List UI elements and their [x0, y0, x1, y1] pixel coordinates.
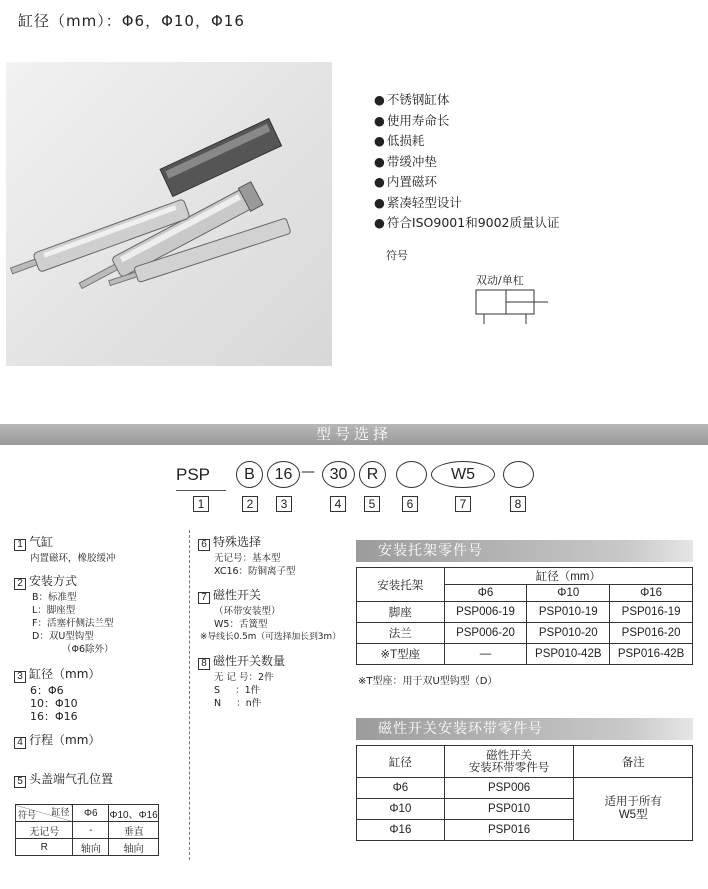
section-number: 1 [14, 539, 26, 551]
feature-item: ● 不锈钢缸体 [374, 90, 560, 111]
section-port [14, 770, 113, 789]
table-header: 缸径 [357, 746, 445, 778]
table-cell: 法兰 [357, 623, 445, 644]
table-cell: Φ16 [357, 820, 445, 841]
section-cylinder [14, 533, 116, 565]
code-number: 5 [364, 496, 380, 512]
feature-item: ● 符合ISO9001和9002质量认证 [374, 213, 560, 234]
code-number: 4 [330, 496, 346, 512]
symbol-caption: 双动/单杠 [476, 274, 524, 287]
section-title: 行程（mm） [29, 733, 101, 747]
bracket-table [356, 567, 693, 665]
code-part-port: R [359, 461, 386, 488]
table-cell: PSP016-42B [610, 644, 693, 665]
table-header: Φ10 [527, 585, 610, 602]
section-number: 3 [14, 671, 26, 683]
section-line: 16：Φ16 [30, 710, 78, 723]
symbol-label: 符号 [386, 249, 408, 262]
section-bore [14, 665, 100, 723]
table-cell: PSP016 [444, 820, 574, 841]
section-line: N ：n件 [214, 698, 262, 709]
table-cell: - [73, 822, 109, 839]
section-line: B：标准型 [32, 592, 77, 603]
table-header: 缸径（mm） [444, 568, 692, 585]
corner-bottom: 符号 [18, 810, 37, 820]
bracket-section-title: 安装托架零件号 [356, 540, 693, 562]
table-header: Φ16 [610, 585, 693, 602]
code-number: 1 [193, 496, 209, 512]
table-cell: 脚座 [357, 602, 445, 623]
section-line: L：脚座型 [32, 605, 76, 616]
cylinder-illustration [6, 62, 332, 366]
section-line: 6：Φ6 [30, 684, 64, 697]
section-title: 安装方式 [29, 574, 78, 588]
section-title: 磁性开关 [213, 588, 262, 602]
table-cell: PSP006-19 [444, 602, 527, 623]
table-header: Φ10、Φ16 [109, 805, 159, 822]
section-line: 无记号：基本型 [214, 553, 281, 564]
table-cell: Φ6 [357, 778, 445, 799]
section-stroke [14, 731, 100, 750]
section-number: 2 [14, 578, 26, 590]
section-number: 5 [14, 776, 26, 788]
section-title: 磁性开关数量 [213, 654, 286, 668]
table-cell: PSP010 [444, 799, 574, 820]
feature-item: ● 紧凑轻型设计 [374, 193, 560, 214]
section-line: XC16：防铜离子型 [214, 566, 296, 577]
page-title: 缸径（mm）：Φ6，Φ10，Φ16 [18, 12, 245, 30]
section-number: 6 [198, 539, 210, 551]
section-line: W5：舌簧型 [214, 619, 268, 630]
product-photo [6, 62, 332, 366]
corner-cell [16, 805, 73, 822]
section-line: 10：Φ10 [30, 697, 78, 710]
table-cell: PSP010-20 [527, 623, 610, 644]
table-header: 备注 [574, 746, 693, 778]
code-number: 7 [455, 496, 471, 512]
section-line: 内置磁环，橡胶缓冲 [30, 553, 116, 564]
feature-item: ● 内置磁环 [374, 172, 560, 193]
table-cell: PSP010-42B [527, 644, 610, 665]
code-number: 2 [242, 496, 258, 512]
section-number: 4 [14, 737, 26, 749]
section-number: 7 [198, 592, 210, 604]
code-part-bore: 16 [267, 461, 300, 488]
code-part-mounting: B [236, 461, 263, 488]
code-number: 3 [276, 496, 292, 512]
section-line: （环带安装型） [214, 606, 281, 617]
section-number: 8 [198, 658, 210, 670]
code-part-stroke: 30 [322, 461, 355, 488]
code-number: 8 [510, 496, 526, 512]
model-selection-banner: 型号选择 [0, 424, 708, 445]
code-dash: — [301, 464, 315, 480]
table-header: 安装托架 [357, 568, 445, 602]
cylinder-symbol-icon [470, 286, 550, 326]
section-line: S ：1件 [214, 685, 261, 696]
section-title: 气缸 [29, 535, 54, 549]
feature-item: ● 低损耗 [374, 131, 560, 152]
table-cell: — [444, 644, 527, 665]
section-line: 无 记 号：2件 [214, 672, 274, 683]
table-cell: 垂直 [109, 822, 159, 839]
section-line: D：双U型钩型 [32, 631, 94, 642]
table-cell: Φ10 [357, 799, 445, 820]
table-header: 磁性开关 安装环带零件号 [444, 746, 574, 778]
remark-cell: 适用于所有 W5型 [574, 778, 693, 841]
section-switch-qty [198, 652, 285, 710]
feature-item: ● 使用寿命长 [374, 111, 560, 132]
section-line: F：活塞杆侧法兰型 [32, 618, 114, 629]
table-header: Φ6 [444, 585, 527, 602]
table-cell: ※T型座 [357, 644, 445, 665]
table-cell: 轴向 [73, 839, 109, 856]
section-note: ※导线长0.5m（可选择加长到3m） [200, 632, 341, 642]
section-title: 缸径（mm） [29, 667, 101, 681]
section-mounting [14, 572, 114, 656]
table-cell: PSP010-19 [527, 602, 610, 623]
table-cell: 轴向 [109, 839, 159, 856]
port-table [15, 804, 159, 856]
table-cell: 无记号 [16, 822, 73, 839]
model-prefix: PSP [176, 465, 211, 484]
feature-item: ● 带缓冲垫 [374, 152, 560, 173]
feature-list [374, 90, 560, 234]
table-cell: PSP016-20 [610, 623, 693, 644]
code-part-switch-qty [503, 461, 534, 488]
corner-top: 缸径 [51, 807, 70, 817]
table-cell: PSP006-20 [444, 623, 527, 644]
section-title: 头盖端气孔位置 [29, 772, 114, 786]
code-number: 6 [402, 496, 418, 512]
table-cell: R [16, 839, 73, 856]
switch-band-table [356, 745, 693, 841]
prefix-underline [176, 490, 226, 491]
bracket-note: ※T型座：用于双U型钩型（D） [358, 676, 498, 687]
table-header: Φ6 [73, 805, 109, 822]
table-cell: PSP016-19 [610, 602, 693, 623]
column-divider [189, 530, 190, 860]
section-special [198, 533, 296, 578]
switch-section-title: 磁性开关安装环带零件号 [356, 718, 693, 740]
section-title: 特殊选择 [213, 535, 262, 549]
code-part-switch: W5 [431, 461, 495, 488]
section-line: （Φ6除外） [62, 644, 114, 655]
code-part-special [396, 461, 427, 488]
section-switch [198, 586, 341, 644]
table-cell: PSP006 [444, 778, 574, 799]
